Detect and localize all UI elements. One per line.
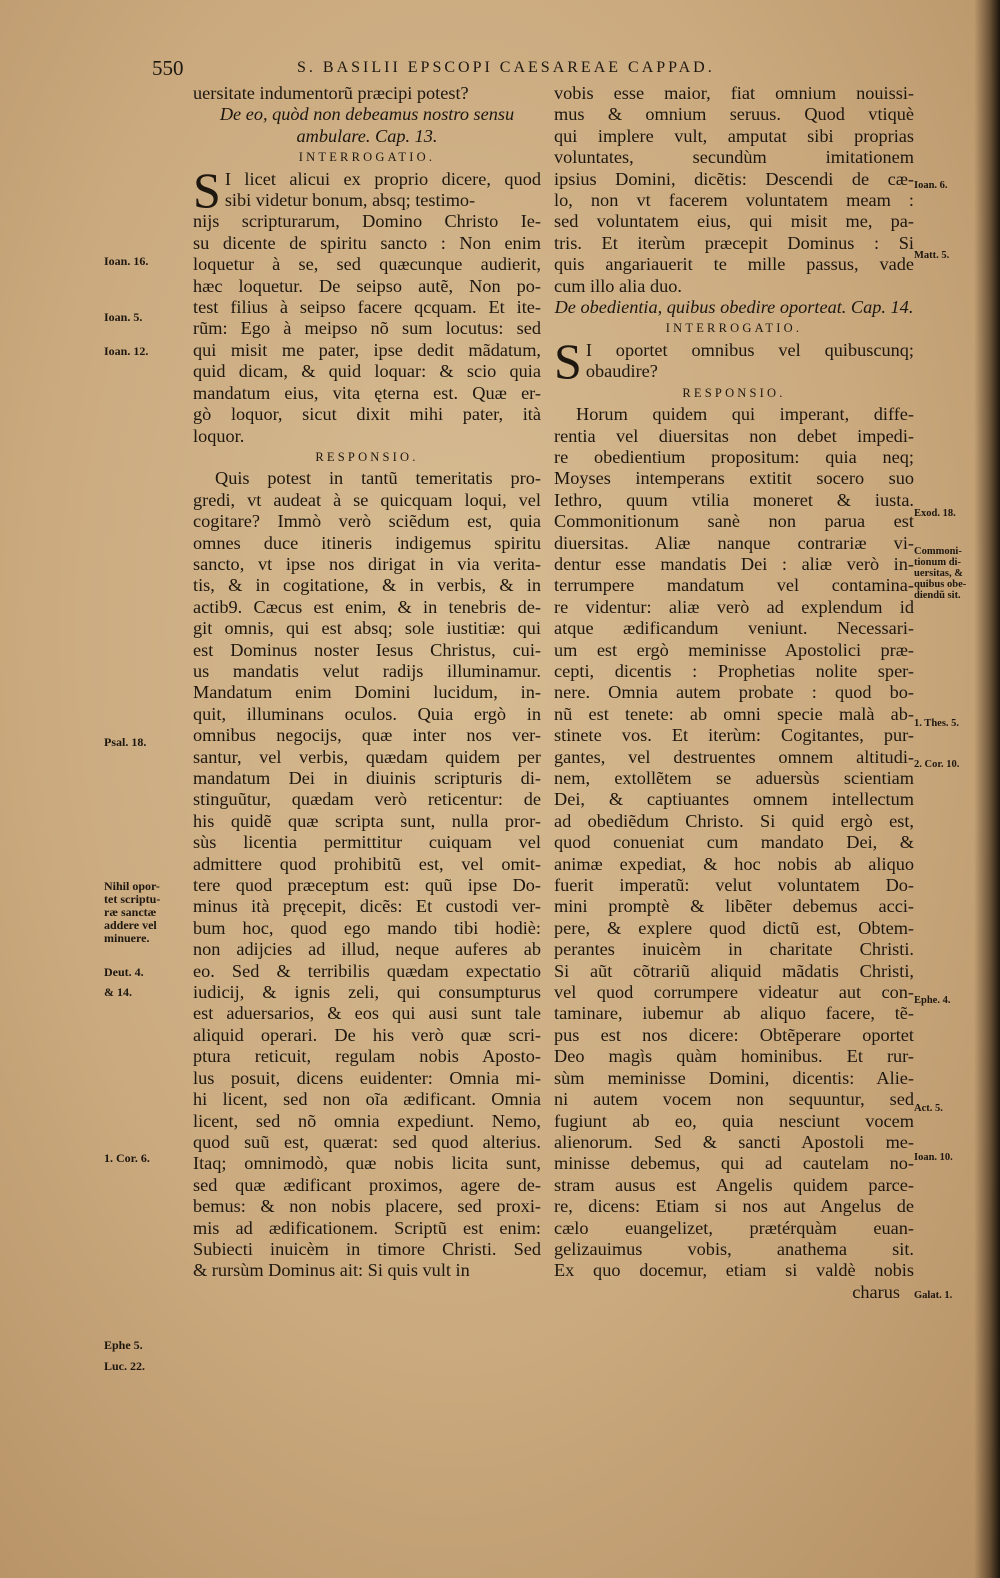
text-line: su dicente de spiritu sancto : Non enim [193,232,541,253]
right-text-column [554,83,914,1303]
text-line: loquor. [193,425,245,446]
text-line: terrumpere mandatum vel contamina- [554,575,914,596]
text-line: eo. Sed & terribilis quædam expectatio [193,960,541,981]
text-line: Commonitionum sanè non parua est [554,511,914,532]
margin-reference-line: Matt. 5. [914,250,950,261]
text-line: Dei, & captiuantes omnem intellectum [554,789,914,810]
text-line: cepti, dicentis : Prophetias nolite sper- [554,660,914,681]
text-line: fugiunt ab eo, quia nesciunt vocem [554,1110,914,1131]
text-line: git omnis, qui est absq; sole iustitiæ: qui [193,618,541,639]
margin-reference [104,311,142,324]
page-number: 550 [152,56,184,80]
text-line: quod suũ est, quærat: sed quod alterius. [193,1131,541,1152]
text-line: ptura reticuit, regulam nobis Aposto- [193,1046,541,1067]
margin-reference [914,250,949,261]
text-line: ni autem vocem non sequuntur, sed [554,1089,914,1110]
margin-reference-line: Ioan. 12. [104,344,149,358]
text-line: iudicij, & ignis zeli, qui consumpturus [193,982,541,1003]
text-line: sùm meminisse Domini, dicentis: Alie- [554,1067,914,1088]
text-line: tis, & in cogitatione, & in verbis, & in [193,575,541,596]
margin-reference-line: Ioan. 6. [914,180,948,191]
text-line: sancto, vt ipse nos dirigat in via verita- [193,553,541,574]
margin-reference-line: diendũ sit. [914,590,961,601]
text-line: alienorum. Sed & sancti Apostoli me- [554,1131,914,1152]
margin-reference-line: quibus obe- [914,579,967,590]
chapter-title: ambulare. Cap. 13. [296,125,438,146]
text-line: Itaq; omnimodò, quæ nobis licita sunt, [193,1153,541,1174]
text-line: tere quod præceptum est: quũ ipse Do- [193,875,541,896]
text-line: atque ædificandum veniunt. Necessari- [554,618,914,639]
chapter-title: De obedientia, quibus obedire oporteat. Cap. 14. [554,297,914,318]
text-line: lus posuit, dicens euidenter: Omnia mi- [193,1067,541,1088]
margin-reference-line: Commoni- [914,546,962,557]
text-line: gredi, vt audeat à se quicquam loqui, vel [193,489,541,510]
dropcap-paragraph [554,332,914,389]
margin-reference-line: Luc. 22. [104,1359,146,1373]
margin-reference [104,1152,150,1165]
text-line: & rursùm Dominus ait: Si quis vult in [193,1260,470,1281]
text-line: uersitate indumentorũ præcipi potest? [193,83,469,103]
text-line: qui implere vult, amputat sibi proprias [554,125,914,146]
margin-reference [104,880,160,945]
text-line: pus est nos dicere: Obtẽperare oportet [554,1024,914,1045]
margin-reference [914,180,948,191]
margin-reference [104,736,146,749]
margin-reference [104,1360,145,1373]
text-line: cum illo alia duo. [554,275,682,296]
dropcap-paragraph [193,161,541,218]
text-line: stram ausus est Angelis quidem parce- [554,1174,914,1195]
chapter-title: De eo, quòd non debeamus nostro sensu [219,104,515,125]
section-label: INTERROGATIO. [665,321,803,336]
margin-reference-line: Ioan. 16. [104,254,149,268]
text-line: Si aũt cõtrariũ aliquid mãdatis Christi, [554,960,914,981]
text-line: est aduersarios, & eos qui ausi sunt tale [193,1003,541,1024]
text-line: mandatum Dei in diuinis scripturis di- [193,768,541,788]
margin-reference [104,1339,143,1352]
text-line: re videntur: aliæ verò ad explendum id [554,596,914,617]
section-label: RESPONSIO. [682,385,786,400]
margin-reference [104,345,148,358]
text-line: re obedientium propositum: quia neq; [554,446,914,467]
margin-reference [914,995,950,1006]
left-text-column [193,83,541,1282]
margin-reference-line: ræ sanctæ [104,905,157,919]
margin-reference [914,508,956,519]
text-line: omnes duce itineris indigemus spiritu [193,532,541,553]
margin-reference [914,759,959,770]
text-line: perantes inuicèm in charitate Christi. [554,939,914,960]
text-line: hæc loquetur. De seipso autẽ, Non po- [193,275,541,296]
margin-reference-line: Ioan. 5. [104,310,143,324]
margin-reference-line: addere vel [104,918,157,932]
text-line: gantes, vel destruentes omnem altitudi- [554,746,914,767]
text-line: Mandatum enim Domini lucidum, in- [193,682,541,703]
margin-reference-line: uersitas, & [914,568,963,579]
margin-reference-line: Exod. 18. [914,508,956,519]
text-line: nũ est tenete: ab omni specie malà ab- [554,703,914,724]
margin-reference-line: minuere. [104,931,150,945]
text-line: Horum quidem qui imperant, diffe- [576,404,914,425]
drop-cap-letter: S [554,332,582,389]
text-line: quis angariauerit te mille passus, vade [554,254,914,275]
text-line: Quis potest in tantũ temeritatis pro- [215,468,541,489]
text-line: minus ità pręcepit, dicẽs: Et custodi ver- [193,896,541,917]
text-line: stinguũtur, quædam verò reticentur: de [193,789,541,810]
text-line: stinete vos. Et iterùm: Cogitantes, pur- [554,725,914,746]
text-line: nem, extollẽtem se aduersùs scientiam [554,768,914,788]
margin-reference-line: Psal. 18. [104,735,147,749]
margin-reference-line: tionum di- [914,557,961,568]
text-line: qui misit me pater, ipse dedit mãdatum, [193,339,541,360]
text-line: nijs scripturarum, Domino Christo Ie- [193,211,541,232]
text-line: actib9. Cæcus est enim, & in tenebris de- [193,596,541,617]
section-label: INTERROGATIO. [298,150,436,165]
margin-reference [914,1152,953,1163]
text-line: vobis esse maior, fiat omnium nouissi- [554,83,914,103]
text-line: mus & omnium seruus. Quod vtiquè [554,104,914,125]
margin-reference [104,966,144,979]
text-line: hi licent, sed non oĩa ædificant. Omnia [193,1089,541,1110]
running-title: S. BASILII EPSCOPI CAESAREAE CAPPAD. [297,59,715,76]
text-line: us mandatis velut radijs illuminamur. [193,660,541,681]
text-line: voluntates, secundùm imitationem [554,147,914,168]
text-line: non adijcies ad illud, neque auferes ab [193,939,541,960]
text-line: licent, sed nõ omnia expediunt. Nemo, [193,1110,541,1131]
text-line: Iethro, quum vtilia moneret & iusta. [554,489,914,510]
text-line: pere, & explere quod dictũ est, Obtem- [554,917,914,938]
section-label: RESPONSIO. [315,449,419,464]
page-header [152,56,852,82]
margin-reference [914,546,966,601]
text-line: animæ expediat, & hoc nobis ab aliquo [554,853,914,874]
margin-reference [914,1290,952,1301]
margin-reference [104,255,148,268]
text-line: test filius à seipso facere qcquam. Et ite- [193,297,541,318]
text-line: vel quod corrumpere videatur aut con- [554,982,914,1003]
text-line: dentur esse mandatis Dei : aliæ verò in- [554,553,914,574]
text-line: sed quæ ædificant proximos, agere de- [193,1174,541,1195]
text-line: cogitare? Immò verò sciẽdum est, quia [193,511,541,532]
text-line: santur, vel verbis, quædam quidem per [193,746,541,767]
text-line: sed voluntatem eius, qui misit me, pa- [554,211,914,232]
text-line: cælo euangelizet, prætérquàm euan- [554,1217,914,1238]
text-line: bemus: & non nobis placere, sed proxi- [193,1196,541,1217]
margin-reference-line: Ephe. 4. [914,995,951,1006]
text-line: bum hoc, quod ego mando tibi hodiè: [193,917,541,938]
text-line: omnibus negocijs, quæ inter nos ver- [193,725,541,746]
text-line: rũm: Ego à meipso nõ sum locutus: sed [193,318,541,339]
margin-reference-line: Act. 5. [914,1103,943,1114]
text-line: mini promptè & libẽter debemus acci- [554,896,914,917]
margin-reference-line: 1. Thes. 5. [914,718,960,729]
margin-reference-line: 2. Cor. 10. [914,759,960,770]
text-line: um est ergò meminisse Apostolici præ- [554,639,914,660]
text-line: Subiecti inuicèm in timore Christi. Sed [193,1238,541,1259]
margin-reference [914,1103,943,1114]
margin-reference [914,718,959,729]
text-line: gelizauimus vobis, anathema sit. [554,1238,914,1259]
text-line: re, dicens: Etiam si nos aut Angelus de [554,1196,914,1217]
text-line: his quidẽ quæ scripta sunt, nulla pror- [193,810,541,831]
text-line: ad obediẽdum Christo. Si quid ergò est, [554,810,914,831]
text-line: tris. Et iterùm præcepit Dominus : Si [554,232,914,253]
text-line: obaudire? [585,361,658,382]
text-line: minisse debemus, qui ad cautelam no- [554,1153,914,1174]
text-line: quod conueniat cum mandato Dei, & [554,832,914,853]
text-line: I oportet omnibus vel quibuscunq; [585,339,914,360]
margin-reference-line: Galat. 1. [914,1290,953,1301]
text-line: mandatum eius, vita ęterna est. Quæ er- [193,382,541,403]
book-spine-shadow [974,0,1000,1578]
text-line: quid dicam, & quid loquar: & scio quia [193,361,541,382]
text-line: quit, illuminans oculos. Quia ergò in [193,703,541,724]
margin-reference-line: 1. Cor. 6. [104,1151,150,1165]
text-line: sùs licentia permittitur cuiquam vel [193,832,541,853]
text-line: sibi videtur bonum, absq; testimo- [224,190,476,211]
text-line: aliquid operari. De his verò quæ scri- [193,1024,541,1045]
margin-reference-line: & 14. [104,985,132,999]
text-line: nere. Omnia autem probate : quod bo- [554,682,914,703]
margin-reference-line: Deut. 4. [104,965,144,979]
text-line: Ex quo docemur, etiam si valdè nobis [554,1260,914,1281]
text-line: rentia vel diuersitas non debet impedi- [554,425,914,446]
text-line: est Dominus noster Iesus Christus, cui- [193,639,541,660]
text-line: taminare, iubemur ab aliquo facere, tẽ- [554,1003,914,1024]
text-line: Deo magìs quàm hominibus. Et rur- [554,1046,914,1067]
margin-reference-line: Ioan. 10. [914,1152,953,1163]
drop-cap-letter: S [193,161,221,218]
text-line: fuerit imperatũ: velut voluntatem Do- [554,875,914,896]
margin-reference-line: Ephe 5. [104,1338,143,1352]
margin-reference-line: tet scriptu- [104,892,161,906]
text-line: charus [852,1281,900,1302]
text-line: gò loquor, sicut dixit mihi pater, ità [193,404,541,425]
text-line: mis ad ædificationem. Scriptũ est enim: [193,1217,541,1238]
text-line: I licet alicui ex proprio dicere, quod [224,168,541,189]
text-line: admittere quod prohibitũ est, vel omit- [193,853,541,874]
text-line: loquetur à se, sed quæcunque audierit, [193,254,541,275]
margin-reference-line: Nihil opor- [104,879,160,893]
margin-reference [104,986,132,999]
text-line: ipsius Domini, dicẽtis: Descendi de cæ- [554,168,914,189]
text-line: Moyses intemperans extitit socero suo [554,468,914,489]
text-line: diuersitas. Aliæ nanque contrariæ vi- [554,532,914,553]
text-line: lo, non vt facerem voluntatem meam : [554,190,914,211]
